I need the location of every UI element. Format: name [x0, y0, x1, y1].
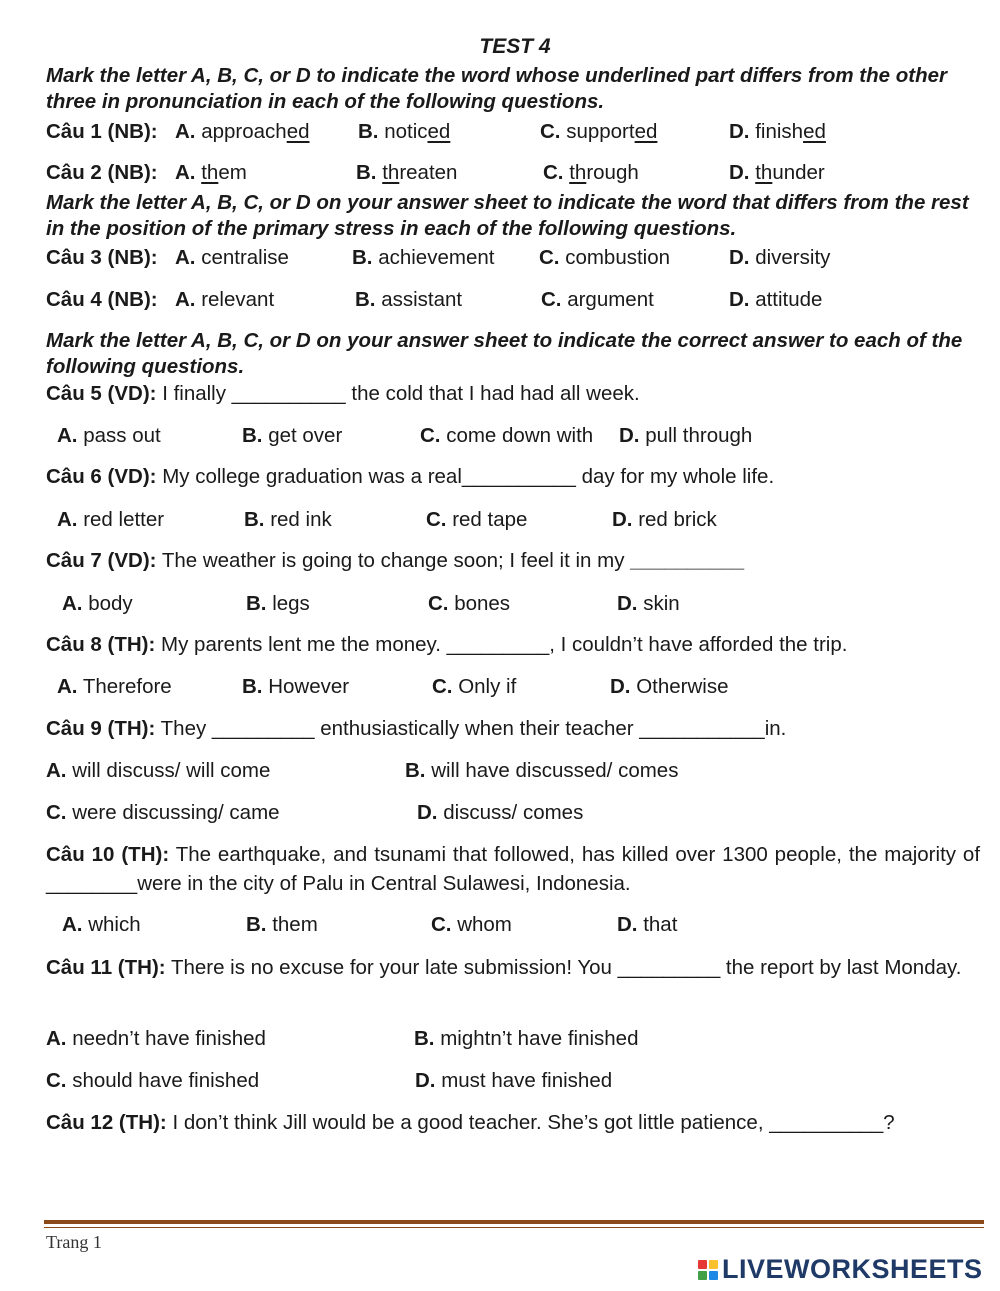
- question-2-option-a[interactable]: A. them: [175, 161, 247, 184]
- question-5-option-a[interactable]: A. pass out: [57, 424, 161, 447]
- question-10-option-b[interactable]: B. them: [246, 913, 318, 936]
- question-4-option-d[interactable]: D. attitude: [729, 288, 823, 311]
- question-8-option-a[interactable]: A. Therefore: [57, 675, 172, 698]
- footer-rule: [44, 1220, 984, 1224]
- question-4-option-b[interactable]: B. assistant: [355, 288, 463, 311]
- question-9-option-d[interactable]: D. discuss/ comes: [417, 801, 584, 824]
- question-11-option-a[interactable]: A. needn’t have finished: [46, 1027, 266, 1050]
- question-9-option-c[interactable]: C. were discussing/ came: [46, 801, 280, 824]
- question-1-label: Câu 1 (NB):: [46, 120, 158, 143]
- question-2-option-b[interactable]: B. threaten: [356, 161, 458, 184]
- question-10-stem: Câu 10 (TH): The earthquake, and tsunami that followed, has killed over 1300 people, the majority of ________were in the city of Palu in Central Sulawesi, Indonesia.: [46, 843, 981, 895]
- question-1-option-c[interactable]: C. supported: [540, 120, 658, 143]
- question-10-option-d[interactable]: D. that: [617, 913, 678, 936]
- question-8-option-b[interactable]: B. However: [242, 675, 350, 698]
- liveworksheets-logo-text: LIVEWORKSHEETS: [722, 1254, 983, 1284]
- question-6-option-c[interactable]: C. red tape: [426, 508, 528, 531]
- question-3-option-a[interactable]: A. centralise: [175, 246, 289, 269]
- question-2-option-d[interactable]: D. thunder: [729, 161, 825, 184]
- question-11-option-d[interactable]: D. must have finished: [415, 1069, 613, 1092]
- instruction-stress: Mark the letter A, B, C, or D on your answer sheet to indicate the word that differs from the rest in the position of the primary stress in each of the following questions.: [46, 191, 969, 240]
- question-2-label: Câu 2 (NB):: [46, 161, 158, 184]
- footer-rule-thin: [44, 1227, 984, 1228]
- question-1-option-a[interactable]: A. approached: [175, 120, 310, 143]
- question-3-option-d[interactable]: D. diversity: [729, 246, 831, 269]
- question-12-stem: Câu 12 (TH): I don’t think Jill would be a good teacher. She’s got little patience, __________?: [46, 1111, 895, 1134]
- question-1-option-d[interactable]: D. finished: [729, 120, 826, 143]
- question-9-stem: Câu 9 (TH): They _________ enthusiastically when their teacher ___________in.: [46, 717, 787, 740]
- question-9-option-a[interactable]: A. will discuss/ will come: [46, 759, 271, 782]
- liveworksheets-logo-icon: [698, 1260, 718, 1280]
- question-5-stem: Câu 5 (VD): I finally __________ the cold that I had had all week.: [46, 382, 640, 405]
- test-title: TEST 4: [479, 35, 551, 58]
- question-7-option-b[interactable]: B. legs: [246, 592, 310, 615]
- question-4-label: Câu 4 (NB):: [46, 288, 158, 311]
- question-6-stem: Câu 6 (VD): My college graduation was a real__________ day for my whole life.: [46, 465, 775, 488]
- question-11-option-c[interactable]: C. should have finished: [46, 1069, 260, 1092]
- instruction-correct-answer: Mark the letter A, B, C, or D on your answer sheet to indicate the correct answer to each of the following questions.: [46, 329, 963, 378]
- question-10-option-c[interactable]: C. whom: [431, 913, 512, 936]
- question-4-option-a[interactable]: A. relevant: [175, 288, 275, 311]
- question-5-option-d[interactable]: D. pull through: [619, 424, 753, 447]
- question-10-option-a[interactable]: A. which: [62, 913, 141, 936]
- question-5-option-c[interactable]: C. come down with: [420, 424, 594, 447]
- question-7-option-c[interactable]: C. bones: [428, 592, 511, 615]
- question-6-option-a[interactable]: A. red letter: [57, 508, 165, 531]
- question-3-label: Câu 3 (NB):: [46, 246, 158, 269]
- question-8-option-c[interactable]: C. Only if: [432, 675, 517, 698]
- question-8-option-d[interactable]: D. Otherwise: [610, 675, 729, 698]
- question-11-stem: Câu 11 (TH): There is no excuse for your late submission! You _________ the report by last Monday.: [46, 956, 962, 979]
- question-2-option-c[interactable]: C. through: [543, 161, 639, 184]
- question-6-option-b[interactable]: B. red ink: [244, 508, 332, 531]
- question-7-stem: Câu 7 (VD): The weather is going to change soon; I feel it in my __________: [46, 549, 745, 572]
- instruction-pronunciation: Mark the letter A, B, C, or D to indicate the word whose underlined part differs from the other three in pronunciation in each of the following questions.: [46, 64, 947, 113]
- question-4-option-c[interactable]: C. argument: [541, 288, 654, 311]
- question-1-option-b[interactable]: B. noticed: [358, 120, 451, 143]
- page-number: Trang 1: [46, 1232, 102, 1252]
- question-3-option-b[interactable]: B. achievement: [352, 246, 495, 269]
- question-8-stem: Câu 8 (TH): My parents lent me the money. _________, I couldn’t have afforded the trip.: [46, 633, 848, 656]
- question-6-option-d[interactable]: D. red brick: [612, 508, 717, 531]
- liveworksheets-logo[interactable]: [698, 1254, 983, 1285]
- question-7-option-d[interactable]: D. skin: [617, 592, 680, 615]
- question-11-option-b[interactable]: B. mightn’t have finished: [414, 1027, 639, 1050]
- question-5-option-b[interactable]: B. get over: [242, 424, 343, 447]
- question-3-option-c[interactable]: C. combustion: [539, 246, 671, 269]
- question-9-option-b[interactable]: B. will have discussed/ comes: [405, 759, 679, 782]
- question-7-option-a[interactable]: A. body: [62, 592, 133, 615]
